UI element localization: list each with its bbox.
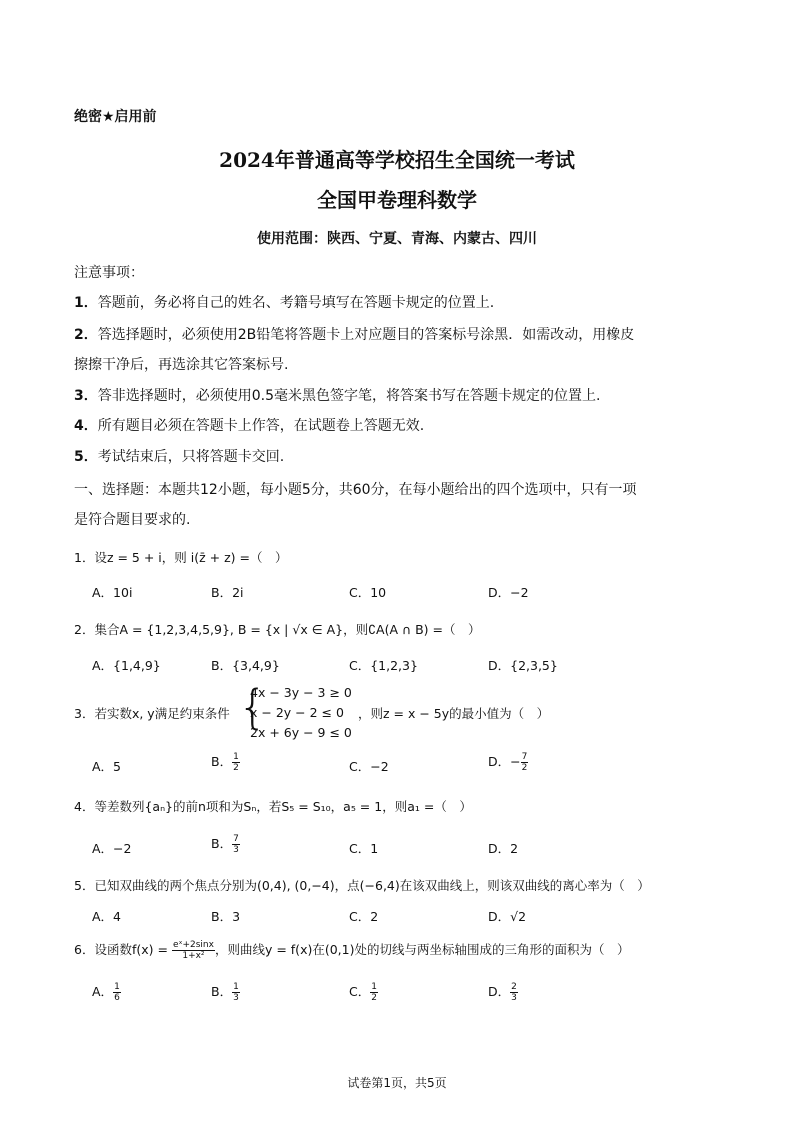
q1-option-d: D．−2: [488, 585, 529, 600]
note-item: 4．所有题目必须在答题卡上作答，在试题卷上答题无效.: [74, 418, 425, 434]
question-6: 6．设函数f(x) = $\frac{\text{eˣ+2sinx}}{\text{1+x²}}$ ，则曲线y = f(x)在(0,1)处的切线与两坐标轴围成的三角形的面积为（ ）: [74, 940, 630, 961]
q3-option-b: B． $\frac{1}{2}$: [211, 752, 239, 773]
q3-option-d: D．− $\frac{7}{2}$: [488, 752, 528, 773]
q3-option-c: C．−2: [349, 759, 389, 774]
note-item: 5．考试结束后，只将答题卡交回.: [74, 449, 285, 465]
notes-heading: 注意事项：: [74, 265, 144, 281]
q5-option-a: A．4: [92, 909, 122, 924]
constraint-3: 2x + 6y − 9 ≤ 0: [250, 725, 352, 740]
section-heading-continued: 是符合题目要求的.: [74, 512, 191, 528]
question-3-stem-post: ，则z = x − 5y的最小值为（ ）: [358, 706, 550, 721]
exam-subtitle: 全国甲卷理科数学: [317, 188, 477, 212]
q2-option-c: C．{1,2,3}: [349, 658, 418, 673]
q2-option-b: B．{3,4,9}: [211, 658, 280, 673]
question-5: 5．已知双曲线的两个焦点分别为(0,4), (0,−4)，点(−6,4)在该双曲线上，则该双曲线的离心率为（ ）: [74, 878, 650, 893]
question-1: 1．设z = 5 + i，则 i(z̄ + z) =（ ）: [74, 550, 288, 565]
q2-option-a: A．{1,4,9}: [92, 658, 161, 673]
question-2: 2．集合A = {1,2,3,4,5,9}, B = {x | √x ∈ A}，则∁A(A ∩ B) =（ ）: [74, 622, 481, 637]
page-footer: 试卷第1页，共5页: [347, 1076, 447, 1090]
q5-option-c: C．2: [349, 909, 379, 924]
question-4: 4．等差数列{aₙ}的前n项和为Sₙ，若S₅ = S₁₀，a₅ = 1，则a₁ =（ ）: [74, 799, 472, 814]
q6-option-d: D． $\frac{2}{3}$: [488, 982, 517, 1003]
exam-title: 2024年普通高等学校招生全国统一考试: [219, 148, 575, 172]
q1-option-a: A．10i: [92, 585, 133, 600]
section-heading: 一、选择题：本题共12小题，每小题5分，共60分，在每小题给出的四个选项中，只有一项: [74, 482, 637, 498]
note-item-continued: 擦擦干净后，再选涂其它答案标号.: [74, 357, 289, 373]
q4-option-b: B． $\frac{7}{3}$: [211, 834, 239, 855]
q1-option-b: B．2i: [211, 585, 244, 600]
q3-option-a: A．5: [92, 759, 122, 774]
q4-option-c: C．1: [349, 841, 379, 856]
constraint-1: 4x − 3y − 3 ≥ 0: [250, 685, 352, 700]
q6-option-b: B． $\frac{1}{3}$: [211, 982, 239, 1003]
q6-option-a: A． $\frac{1}{6}$: [92, 982, 120, 1003]
constraint-2: x − 2y − 2 ≤ 0: [250, 705, 344, 720]
note-item: 2．答选择题时，必须使用2B铅笔将答题卡上对应题目的答案标号涂黑．如需改动，用橡皮: [74, 327, 635, 343]
usage-scope: 使用范围：陕西、宁夏、青海、内蒙古、四川: [257, 231, 537, 247]
q1-option-c: C．10: [349, 585, 387, 600]
q2-option-d: D．{2,3,5}: [488, 658, 558, 673]
question-3-stem-pre: 3．若实数x, y满足约束条件: [74, 706, 230, 721]
left-brace: {: [238, 680, 268, 734]
q6-option-c: C． $\frac{1}{2}$: [349, 982, 377, 1003]
note-item: 1．答题前，务必将自己的姓名、考籍号填写在答题卡规定的位置上.: [74, 295, 495, 311]
q4-option-a: A．−2: [92, 841, 132, 856]
confidential-mark: 绝密★启用前: [74, 109, 157, 125]
note-item: 3．答非选择题时，必须使用0.5毫米黑色签字笔，将答案书写在答题卡规定的位置上.: [74, 388, 601, 404]
q5-option-b: B．3: [211, 909, 241, 924]
q4-option-d: D．2: [488, 841, 519, 856]
q5-option-d: D．√2: [488, 909, 527, 924]
